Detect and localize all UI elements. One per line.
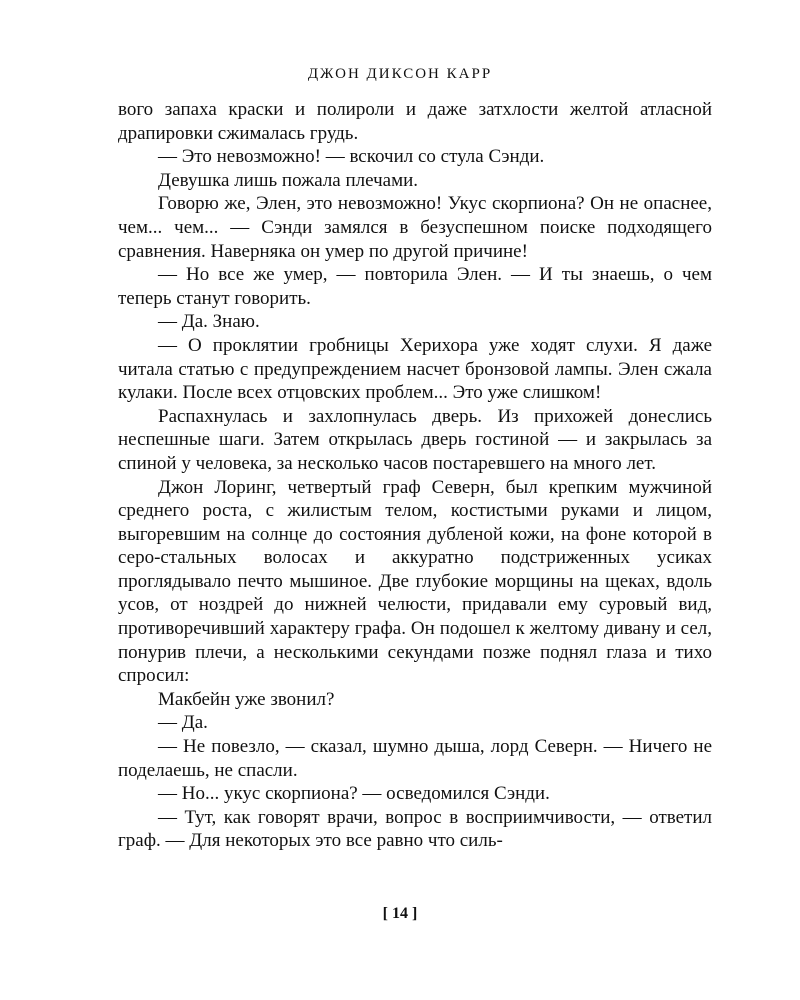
body-text — [118, 98, 712, 853]
running-head: ДЖОН ДИКСОН КАРР — [307, 66, 493, 82]
paragraph: — Но... укус скорпиона? — осведомился Сэнди. — [158, 783, 550, 805]
paragraph: вого запаха краски и полироли и даже затхлости желтой атласной драпировки сжималась грудь. — [118, 99, 712, 144]
paragraph: Макбейн уже звонил? — [158, 688, 335, 710]
paragraph: — Не повезло, — сказал, шумно дыша, лорд Северн. — Ничего не поделаешь, не спасли. — [118, 736, 712, 781]
paragraph: — Тут, как говорят врачи, вопрос в восприимчивости, — ответил граф. — Для некоторых это все равно что силь- — [118, 806, 712, 852]
paragraph: Джон Лоринг, четвертый граф Северн, был крепким мужчиной среднего роста, с жилистым телом, костистыми руками и лицом, выгоревшим на солнце до состояния дубленой кожи, на фоне которой в серо-стальных волосах и аккуратно подстриженных усиках проглядывало печто мышиное. Две глубокие морщины на щеках, вдоль усов, от ноздрей до нижней челюсти, придавали ему суровый вид, противоречивший характеру графа. Он подошел к желтому дивану и сел, понурив плечи, а несколькими секундами позже поднял глаза и тихо спросил: — [118, 476, 712, 687]
page-number: [ 14 ] — [382, 905, 418, 922]
paragraph: — Да. — [158, 712, 208, 734]
paragraph: Девушка лишь пожала плечами. — [158, 169, 419, 191]
paragraph: — Да. Знаю. — [158, 311, 260, 333]
paragraph: — Это невозможно! — вскочил со стула Сэнди. — [158, 146, 545, 168]
paragraph: Говорю же, Элен, это невозможно! Укус скорпиона? Он не опаснее, чем... чем... — Сэнди замялся в безуспешном поиске подходящего сравнения. Наверняка он умер по другой причине! — [118, 193, 712, 262]
paragraph: — О проклятии гробницы Херихора уже ходят слухи. Я даже читала статью с предупреждением насчет бронзовой лампы. Элен сжала кулаки. После всех отцовских проблем... Это уже слишком! — [118, 334, 712, 404]
paragraph: — Но все же умер, — повторила Элен. — И ты знаешь, о чем теперь станут говорить. — [118, 264, 712, 309]
paragraph: Распахнулась и захлопнулась дверь. Из прихожей донеслись неспешные шаги. Затем открылась дверь гостиной — и закрылась за спиной у человека, за несколько часов постаревшего на много лет. — [118, 405, 712, 474]
